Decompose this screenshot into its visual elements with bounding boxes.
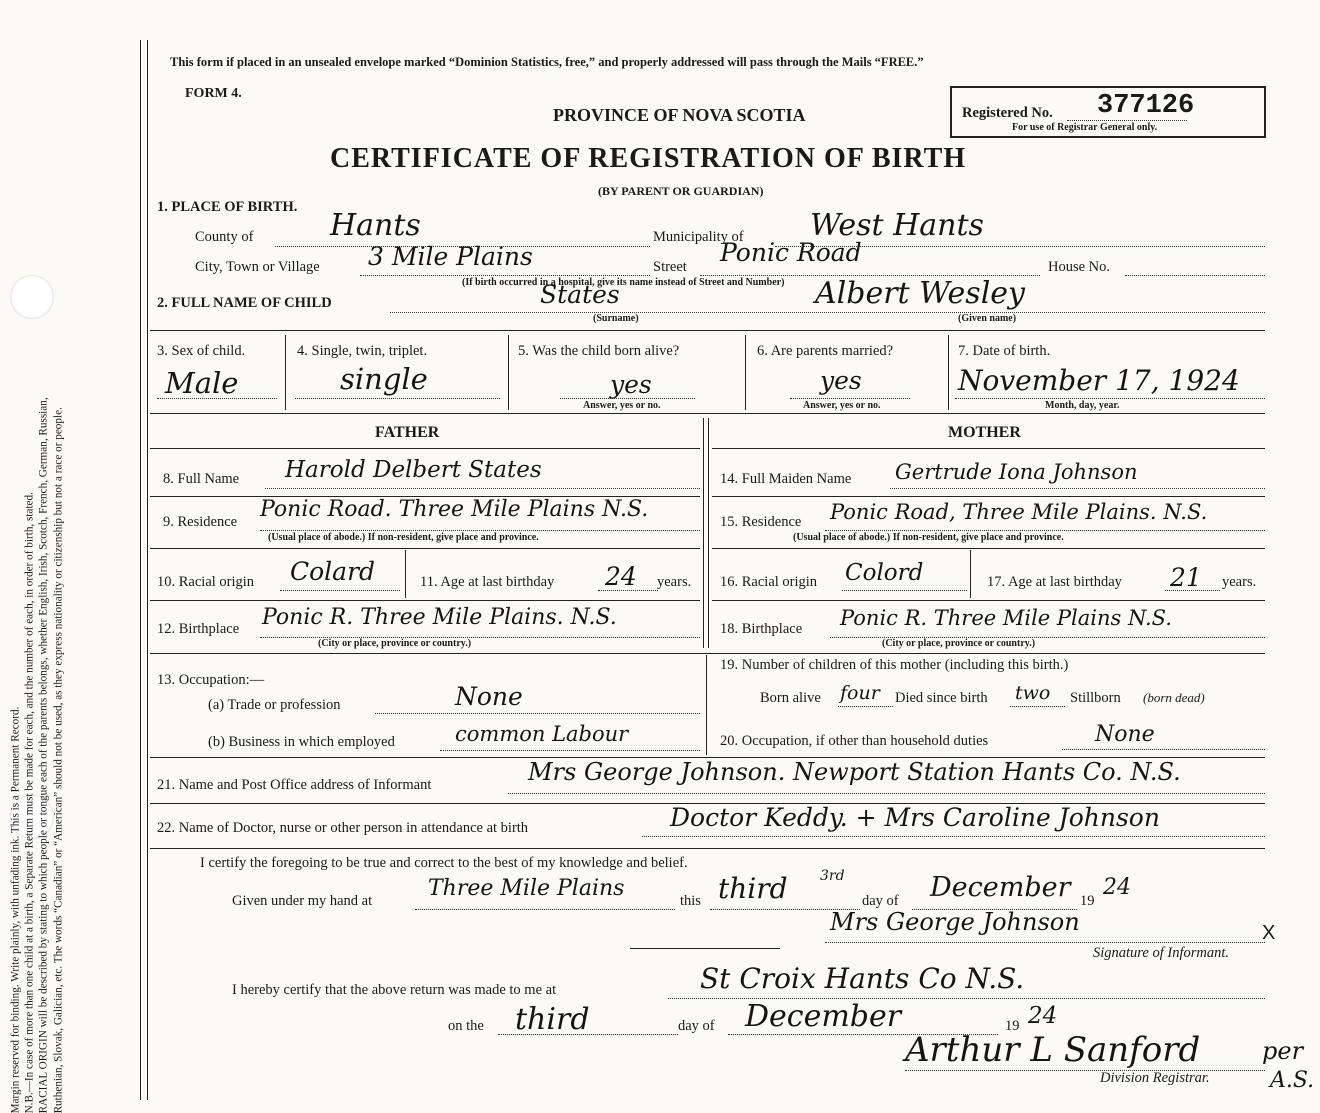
margin-line-2: N.B.—In case of more than one child at a birth, a Separate Return must be made for each, and the number of each, in order of birth, stated. bbox=[23, 492, 36, 1113]
father-race: Colard bbox=[290, 557, 376, 586]
father-trade: None bbox=[455, 682, 523, 711]
mother-children-label: 19. Number of children of this mother (including this birth.) bbox=[720, 657, 1069, 673]
certify-month: December bbox=[930, 872, 1071, 903]
registrar-initials: A.S. bbox=[1270, 1068, 1315, 1093]
mother-heading: MOTHER bbox=[948, 424, 1021, 441]
stillborn-note: (born dead) bbox=[1143, 690, 1205, 705]
registrar-year: 24 bbox=[1028, 1003, 1058, 1029]
born-alive-count: four bbox=[840, 682, 880, 704]
registrar-year-prefix: 19 bbox=[1005, 1018, 1020, 1034]
registrar-signature: Arthur L Sanford bbox=[905, 1030, 1201, 1070]
given-under-label: Given under my hand at bbox=[232, 893, 373, 909]
died-since-birth: two bbox=[1015, 682, 1051, 704]
registrar-day-of: day of bbox=[678, 1018, 715, 1034]
father-years: years. bbox=[657, 574, 692, 590]
margin-rule bbox=[140, 40, 141, 1100]
place-heading: 1. PLACE OF BIRTH. bbox=[157, 199, 298, 215]
street-label: Street bbox=[653, 259, 687, 275]
street-value: Ponic Road bbox=[720, 238, 862, 267]
registrar-per: per bbox=[1262, 1037, 1304, 1065]
x-mark: X bbox=[1262, 922, 1276, 944]
registrar-statement: I hereby certify that the above return was made to me at bbox=[232, 982, 557, 998]
father-age-label: 11. Age at last birthday bbox=[420, 574, 555, 590]
mother-years: years. bbox=[1222, 574, 1257, 590]
city-label: City, Town or Village bbox=[195, 259, 320, 275]
child-given-name: Albert Wesley bbox=[815, 276, 1025, 311]
born-alive-count-label: Born alive bbox=[760, 690, 821, 706]
registrar-role: Division Registrar. bbox=[1100, 1070, 1210, 1086]
registered-note: For use of Registrar General only. bbox=[1012, 122, 1158, 133]
father-age: 24 bbox=[605, 562, 637, 591]
father-occupation-label: 13. Occupation:— bbox=[157, 672, 265, 688]
father-residence: Ponic Road. Three Mile Plains N.S. bbox=[260, 497, 649, 522]
city-value: 3 Mile Plains bbox=[368, 242, 533, 271]
married-label: 6. Are parents married? bbox=[757, 343, 894, 359]
surname-note: (Surname) bbox=[593, 313, 639, 324]
mother-residence: Ponic Road, Three Mile Plains. N.S. bbox=[830, 500, 1208, 524]
form-number: FORM 4. bbox=[185, 86, 242, 101]
died-since-birth-label: Died since birth bbox=[895, 690, 988, 706]
married-answer-note: Answer, yes or no. bbox=[803, 400, 881, 411]
dob-value: November 17, 1924 bbox=[958, 364, 1240, 397]
plurality-value: single bbox=[340, 362, 428, 396]
doctor-label: 22. Name of Doctor, nurse or other person in attendance at birth bbox=[157, 820, 529, 836]
margin-instructions bbox=[9, 103, 66, 1113]
mother-name: Gertrude Iona Johnson bbox=[895, 460, 1138, 484]
father-trade-label: (a) Trade or profession bbox=[208, 697, 341, 713]
province-heading: PROVINCE OF NOVA SCOTIA bbox=[553, 105, 806, 125]
mother-occupation-label: 20. Occupation, if other than household duties bbox=[720, 733, 989, 749]
child-name-label: 2. FULL NAME OF CHILD bbox=[157, 295, 332, 311]
married-value: yes bbox=[820, 366, 862, 395]
registrar-month: December bbox=[745, 999, 902, 1034]
registered-number: 377126 bbox=[1097, 91, 1195, 121]
born-alive-value: yes bbox=[610, 370, 652, 399]
father-residence-note: (Usual place of abode.) If non-resident, give place and province. bbox=[268, 532, 539, 543]
certify-day: third bbox=[718, 872, 788, 905]
certify-statement: I certify the foregoing to be true and correct to the best of my knowledge and belief. bbox=[200, 855, 688, 871]
doctor-value: Doctor Keddy. + Mrs Caroline Johnson bbox=[670, 803, 1160, 832]
municipality-value: West Hants bbox=[810, 208, 984, 243]
father-business-label: (b) Business in which employed bbox=[208, 734, 395, 750]
father-name-label: 8. Full Name bbox=[163, 471, 240, 487]
certify-year-prefix: 19 bbox=[1080, 893, 1095, 909]
mother-age-label: 17. Age at last birthday bbox=[987, 574, 1122, 590]
informant-value: Mrs George Johnson. Newport Station Hants Co. N.S. bbox=[528, 758, 1181, 786]
father-birthplace: Ponic R. Three Mile Plains. N.S. bbox=[262, 605, 617, 630]
informant-signature: Mrs George Johnson bbox=[830, 908, 1080, 936]
sex-value: Male bbox=[165, 366, 239, 400]
top-notice: This form if placed in an unsealed envelope marked “Dominion Statistics, free,” and properly addressed will pass through the Mails “FREE.” bbox=[170, 55, 924, 69]
margin-rule-2 bbox=[147, 40, 148, 1100]
margin-line-3: RACIAL ORIGIN will be described by stating to which people or tongue each of the parents belongs, whether English, Irish, Scotch, French, German, Russian, bbox=[38, 397, 50, 1113]
given-note: (Given name) bbox=[958, 313, 1017, 324]
registered-box bbox=[950, 86, 1266, 138]
margin-line-4: Ruthenian, Slovak, Galician, etc. The words “Canadian” or “American” should not be used, as they express nationality or citizenship but not a race or people. bbox=[52, 407, 65, 1113]
child-surname: States bbox=[540, 280, 620, 309]
certify-place: Three Mile Plains bbox=[428, 876, 625, 901]
certificate-title: CERTIFICATE OF REGISTRATION OF BIRTH bbox=[330, 143, 967, 174]
mother-birthplace-label: 18. Birthplace bbox=[720, 621, 803, 637]
informant-signature-label: Signature of Informant. bbox=[1093, 945, 1230, 961]
registrar-place: St Croix Hants Co N.S. bbox=[700, 962, 1025, 995]
registrar-on-the: on the bbox=[448, 1018, 484, 1034]
father-name: Harold Delbert States bbox=[285, 457, 542, 483]
certify-this-label: this bbox=[680, 893, 701, 909]
father-heading: FATHER bbox=[375, 424, 440, 441]
informant-label: 21. Name and Post Office address of Informant bbox=[157, 777, 432, 793]
dob-note: Month, day, year. bbox=[1045, 400, 1120, 411]
father-race-label: 10. Racial origin bbox=[157, 574, 255, 590]
certify-day-sup: 3rd bbox=[820, 868, 845, 884]
house-label: House No. bbox=[1048, 259, 1111, 275]
county-label: County of bbox=[195, 229, 254, 245]
certify-day-of-label: day of bbox=[862, 893, 899, 909]
mother-age: 21 bbox=[1170, 563, 1202, 592]
born-alive-label: 5. Was the child born alive? bbox=[518, 343, 680, 359]
mother-occupation: None bbox=[1095, 722, 1155, 747]
mother-birthplace: Ponic R. Three Mile Plains N.S. bbox=[840, 606, 1172, 630]
father-birthplace-label: 12. Birthplace bbox=[157, 621, 240, 637]
municipality-label: Municipality of bbox=[653, 229, 744, 245]
mother-race: Colord bbox=[845, 560, 924, 586]
dob-label: 7. Date of birth. bbox=[958, 343, 1051, 359]
registered-label: Registered No. bbox=[962, 105, 1053, 121]
stillborn-label: Stillborn bbox=[1070, 690, 1121, 706]
mother-name-label: 14. Full Maiden Name bbox=[720, 471, 852, 487]
certify-year: 24 bbox=[1103, 875, 1131, 900]
plurality-label: 4. Single, twin, triplet. bbox=[297, 343, 428, 359]
certificate-subtitle: (BY PARENT OR GUARDIAN) bbox=[598, 184, 764, 198]
father-business: common Labour bbox=[455, 722, 629, 746]
mother-residence-label: 15. Residence bbox=[720, 514, 802, 530]
sex-label: 3. Sex of child. bbox=[157, 343, 246, 359]
place-note: (If birth occurred in a hospital, give its name instead of Street and Number) bbox=[462, 277, 785, 288]
father-birthplace-note: (City or place, province or country.) bbox=[318, 638, 472, 649]
margin-line-1: Margin reserved for binding. Write plainly, with unfading ink. This is a Permanent Record. bbox=[9, 706, 22, 1113]
registrar-day: third bbox=[515, 1002, 590, 1037]
mother-birthplace-note: (City or place, province or country.) bbox=[882, 638, 1036, 649]
alive-answer-note: Answer, yes or no. bbox=[583, 400, 661, 411]
mother-race-label: 16. Racial origin bbox=[720, 574, 818, 590]
mother-residence-note: (Usual place of abode.) If non-resident, give place and province. bbox=[793, 532, 1064, 543]
county-value: Hants bbox=[330, 208, 421, 243]
father-residence-label: 9. Residence bbox=[163, 514, 238, 530]
